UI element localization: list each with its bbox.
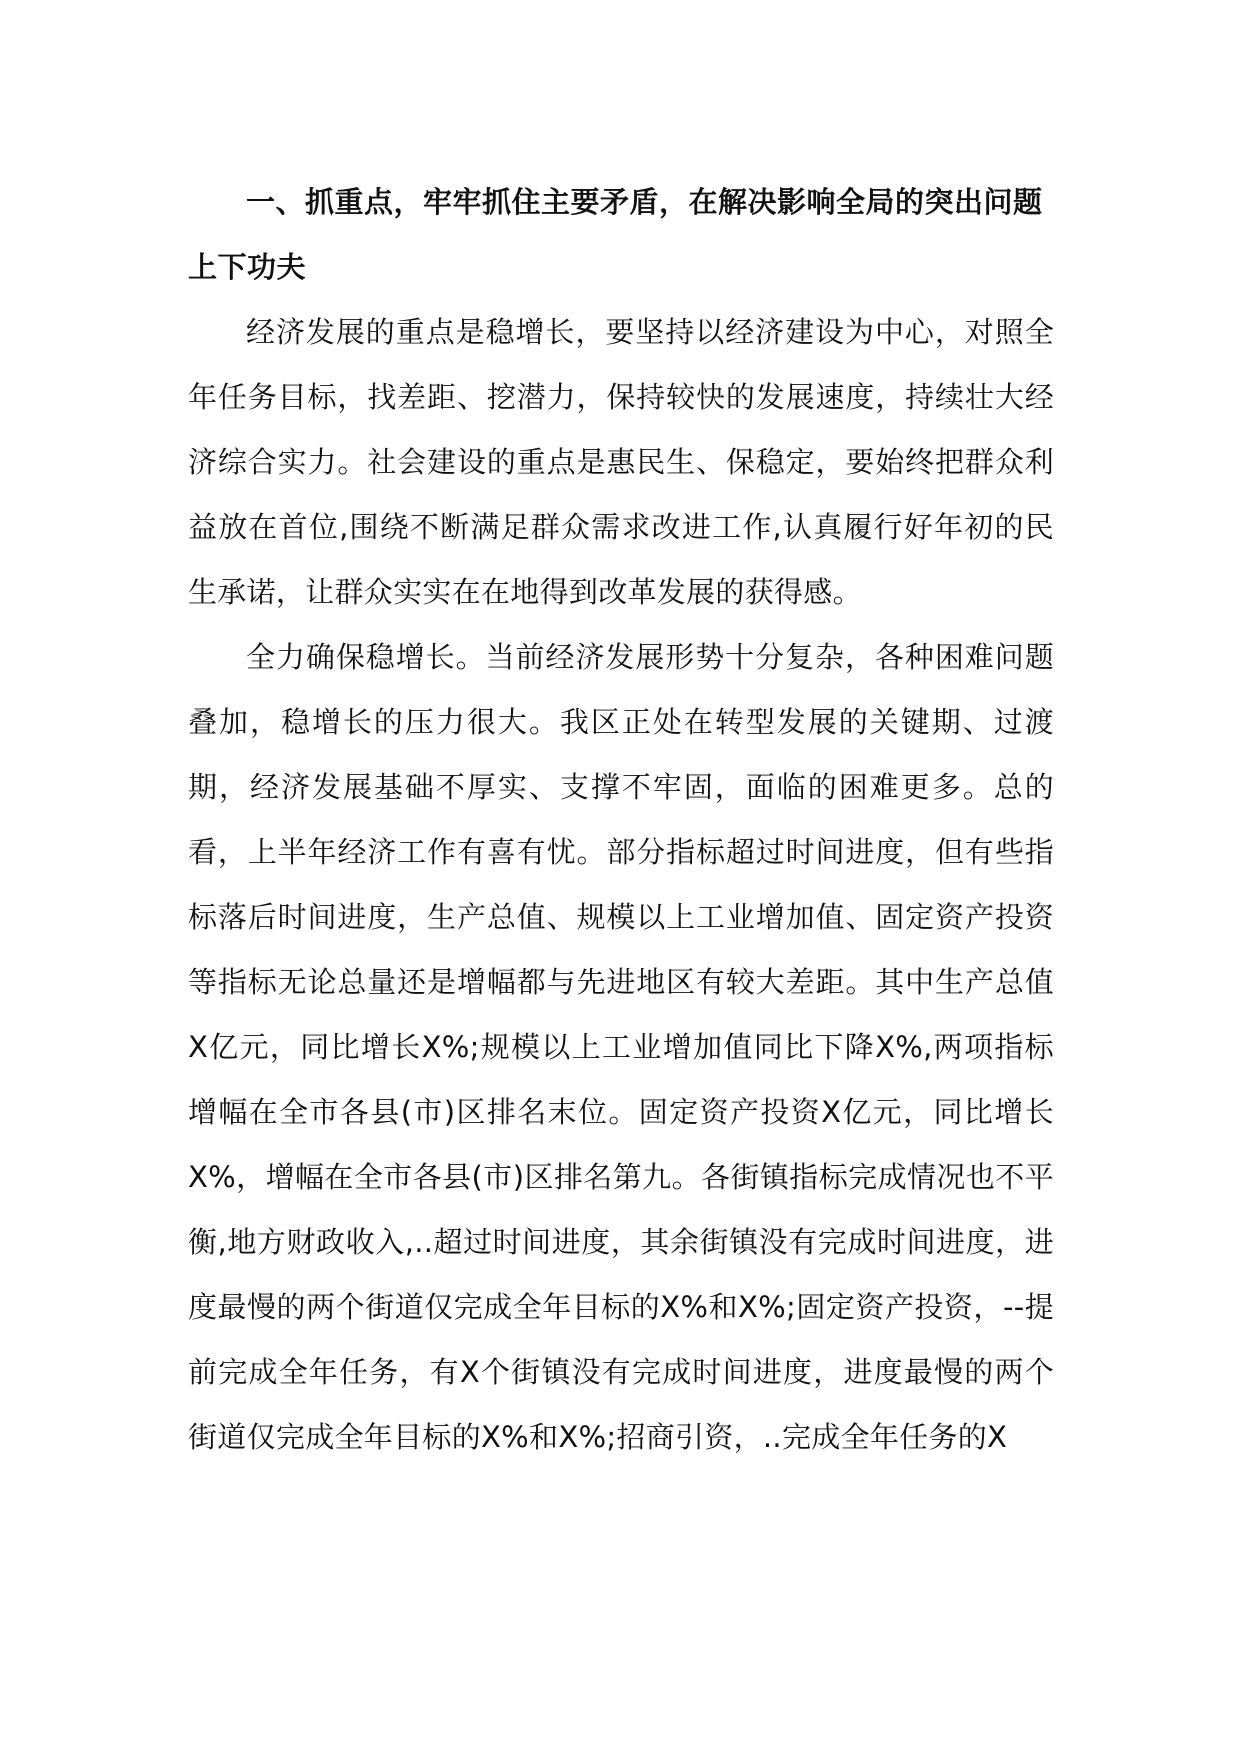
paragraph-1: 经济发展的重点是稳增长，要坚持以经济建设为中心，对照全年任务目标，找差距、挖潜力，保持较快的发展速度，持续壮大经济综合实力。社会建设的重点是惠民生、保稳定，要始终把群众利益放在首位,围绕不断满足群众需求改进工作,认真履行好年初的民生承诺，让群众实实在在地得到改革发展的获得感。 <box>188 315 1054 609</box>
section-heading: 一、抓重点，牢牢抓住主要矛盾，在解决影响全局的突出问题上下功夫 <box>188 185 1043 284</box>
paragraph-2: 全力确保稳增长。当前经济发展形势十分复杂，各种困难问题叠加，稳增长的压力很大。我区正处在转型发展的关键期、过渡期，经济发展基础不厚实、支撑不牢固，面临的困难更多。总的看，上半年经济工作有喜有忧。部分指标超过时间进度，但有些指标落后时间进度，生产总值、规模以上工业增加值、固定资产投资等指标无论总量还是增幅都与先进地区有较大差距。其中生产总值X亿元，同比增长X%;规模以上工业增加值同比下降X%,两项指标增幅在全市各县(市)区排名末位。固定资产投资X亿元，同比增长X%，增幅在全市各县(市)区排名第九。各街镇指标完成情况也不平衡,地方财政收入,..超过时间进度，其余街镇没有完成时间进度，进度最慢的两个街道仅完成全年目标的X%和X%;固定资产投资，--提前完成全年任务，有X个街镇没有完成时间进度，进度最慢的两个街道仅完成全年目标的X%和X%;招商引资，..完成全年任务的X <box>188 640 1054 1454</box>
document-body <box>188 170 1054 1470</box>
